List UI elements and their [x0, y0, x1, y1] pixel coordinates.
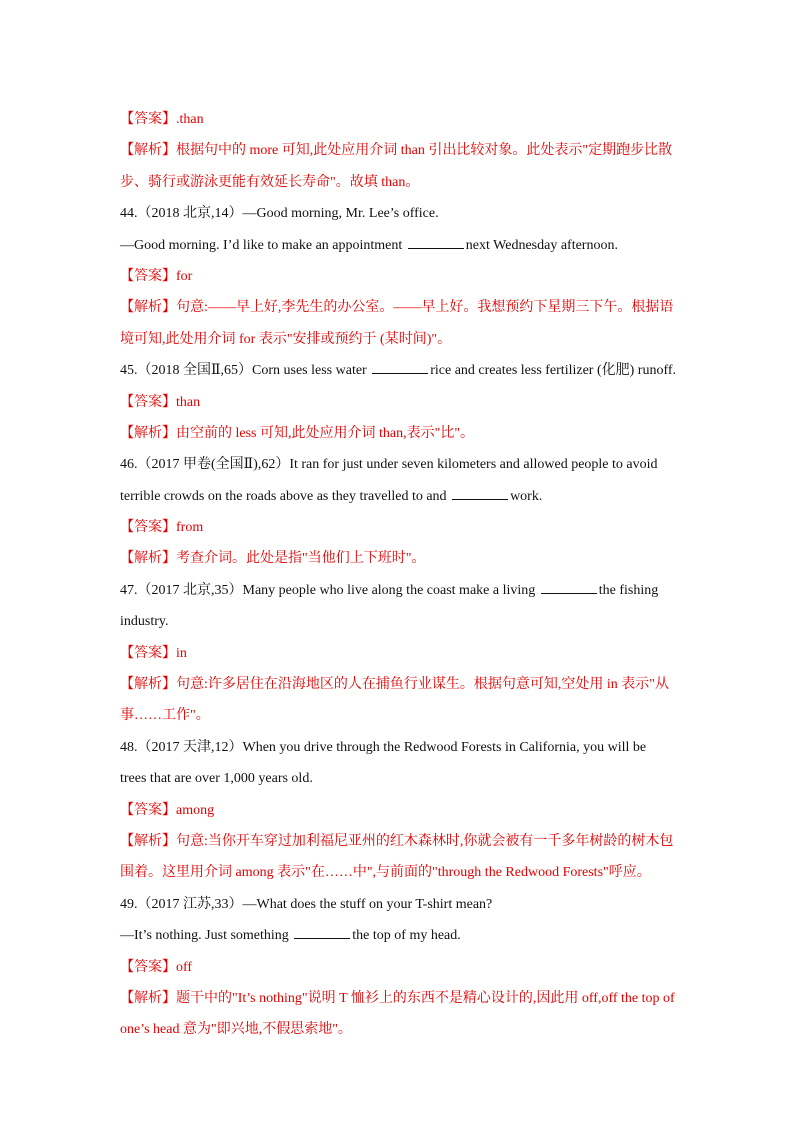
- answer-line: 【答案】among: [120, 802, 215, 818]
- text-segment: terrible crowds on the roads above as they travelled to and: [120, 488, 451, 504]
- analysis-line: 围着。这里用介词 among 表示"在……中",与前面的"through the Redwood Forests"呼应。: [120, 865, 651, 881]
- text-segment: next Wednesday afternoon.: [465, 237, 618, 253]
- answer-blank: [372, 373, 428, 374]
- answer-line: 【答案】in: [120, 645, 187, 661]
- question-47: [120, 575, 680, 606]
- question-44-line-2: [120, 230, 680, 261]
- question-47-line-2: industry.: [120, 614, 169, 630]
- analysis-line: 【解析】句意:——早上好,李先生的办公室。——早上好。我想预约下星期三下午。根据语: [120, 300, 674, 316]
- answer-blank: [541, 593, 597, 594]
- question-44: 44.（2018 北京,14）—Good morning, Mr. Lee’s office.: [120, 206, 439, 222]
- answer-line: 【答案】off: [120, 959, 193, 975]
- analysis-line: 步、骑行或游泳更能有效延长寿命"。故填 than。: [120, 174, 420, 190]
- analysis-line: one’s head 意为"即兴地,不假思索地"。: [120, 1022, 352, 1038]
- question-46: 46.（2017 甲卷(全国Ⅱ),62）It ran for just under seven kilometers and allowed people to avoid: [120, 457, 658, 473]
- text-segment: —Good morning. I’d like to make an appointment: [120, 237, 406, 253]
- document-body: [120, 104, 680, 1046]
- question-48: 48.（2017 天津,12）When you drive through the Redwood Forests in California, you will be: [120, 739, 647, 755]
- analysis-line: 【解析】根据句中的 more 可知,此处应用介词 than 引出比较对象。此处表示"定期跑步比散: [120, 143, 673, 159]
- text-segment: 45.（2018 全国Ⅱ,65）Corn uses less water: [120, 363, 371, 379]
- text-segment: rice and creates less fertilizer (化肥) runoff.: [430, 363, 677, 379]
- answer-blank: [452, 499, 508, 500]
- answer-line: 【答案】than: [120, 394, 201, 410]
- analysis-line: 事……工作"。: [120, 708, 210, 724]
- text-segment: 47.（2017 北京,35）Many people who live along the coast make a living: [120, 582, 539, 598]
- analysis-line: 境可知,此处用介词 for 表示"安排或预约于 (某时间)"。: [120, 331, 452, 347]
- analysis-line: 【解析】考查介词。此处是指"当他们上下班时"。: [120, 551, 426, 567]
- question-46-line-2: [120, 481, 680, 512]
- question-49: 49.（2017 江苏,33）—What does the stuff on your T-shirt mean?: [120, 896, 493, 912]
- question-45: [120, 355, 680, 386]
- text-segment: the top of my head.: [352, 928, 461, 944]
- answer-line: 【答案】.than: [120, 112, 204, 127]
- text-segment: the fishing: [598, 582, 659, 598]
- question-48-line-2: trees that are over 1,000 years old.: [120, 771, 313, 787]
- answer-blank: [408, 248, 464, 249]
- analysis-line: 【解析】句意:当你开车穿过加利福尼亚州的红木森林时,你就会被有一千多年树龄的树木包: [120, 833, 674, 849]
- analysis-line: 【解析】题干中的"It’s nothing"说明 T 恤衫上的东西不是精心设计的,因此用 off,off the top of: [120, 990, 675, 1006]
- question-49-line-2: [120, 920, 680, 951]
- analysis-line: 【解析】由空前的 less 可知,此处应用介词 than,表示"比"。: [120, 425, 475, 441]
- analysis-line: 【解析】句意:许多居住在沿海地区的人在捕鱼行业谋生。根据句意可知,空处用 in 表示"从: [120, 677, 669, 693]
- answer-line: 【答案】from: [120, 520, 204, 536]
- text-segment: work.: [510, 488, 543, 504]
- answer-line: 【答案】for: [120, 268, 193, 284]
- answer-blank: [294, 938, 350, 939]
- text-segment: —It’s nothing. Just something: [120, 928, 293, 944]
